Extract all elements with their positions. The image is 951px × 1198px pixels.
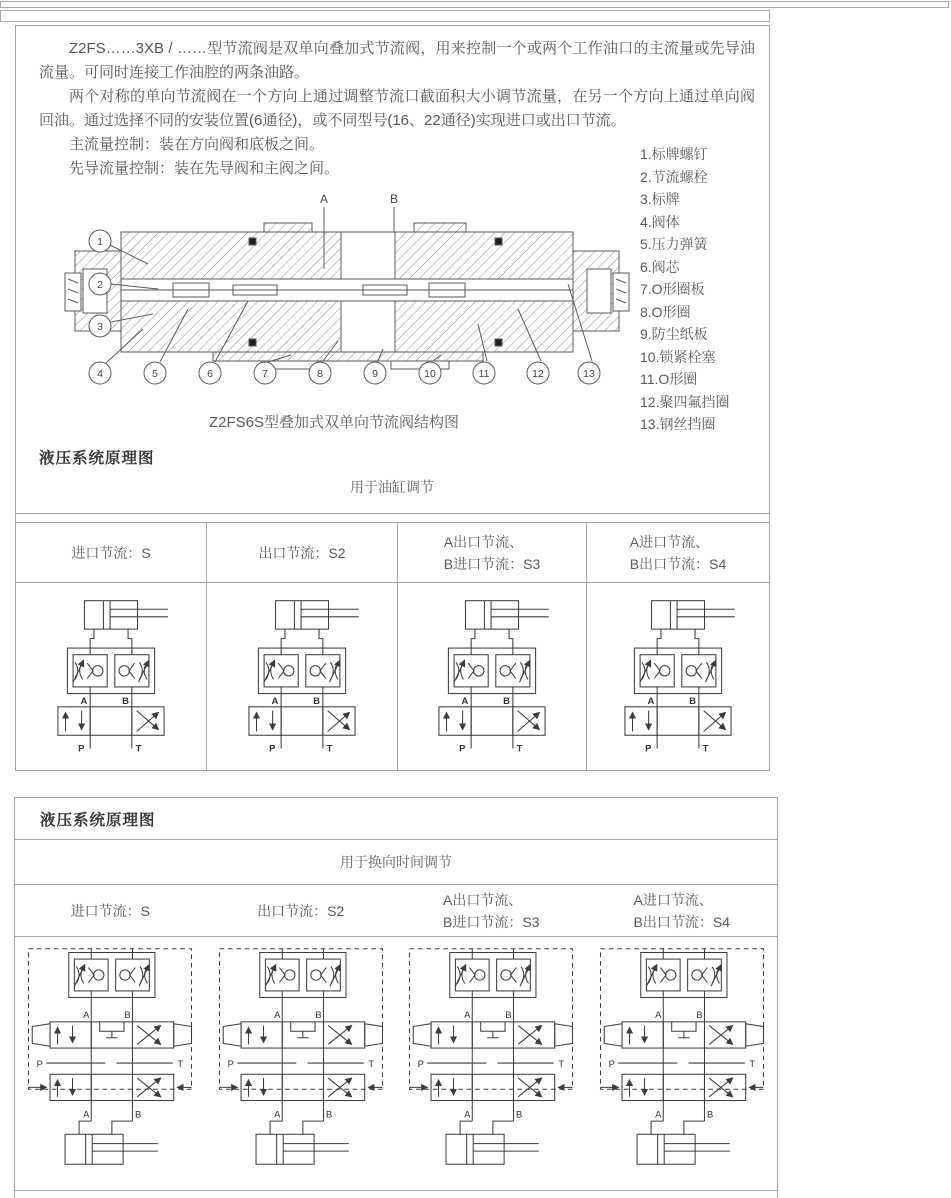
parts-list-item: 7.O形圈板: [640, 281, 705, 297]
balloon-number: 10: [424, 368, 436, 380]
schematic-cell: [16, 583, 206, 770]
hydraulic-circuit-s4: [602, 595, 754, 758]
top-table-strip: [0, 1, 949, 8]
column-header: [15, 885, 206, 936]
intro-paragraph: Z2FS……3XB / ……型节流阀是双单向叠加式节流阀，用来控制一个或两个工作油口的主流量或先导油流量。可同时连接工作油腔的两条油路。: [39, 40, 755, 81]
schematic-table-body: [15, 582, 770, 771]
diagram-caption: Z2FS6S型叠加式双单向节流阀结构图: [208, 414, 460, 431]
column-header-line: B进口节流：S3: [443, 913, 540, 930]
column-header: [206, 523, 397, 582]
pilot-flow-control-note: 先导流量控制：装在先导阀和主阀之间。: [69, 160, 340, 177]
column-header-label: 进口节流：S: [70, 902, 150, 919]
hydraulic-circuit-s4: [593, 941, 771, 1187]
parts-list-item: 5.压力弹簧: [640, 236, 708, 252]
column-header-label: [634, 889, 730, 933]
parts-list-item: 1.标牌螺钉: [640, 146, 708, 162]
schematic-table-body: [15, 937, 777, 1191]
schematic-table-header: [15, 522, 770, 583]
column-header-label: 进口节流：S: [71, 544, 151, 561]
balloon-number: 13: [583, 368, 595, 380]
parts-list-item: 6.阀芯: [640, 258, 680, 275]
balloon-number: 5: [152, 368, 158, 380]
valve-cross-section-drawing: [63, 189, 633, 401]
intro-paragraph: 两个对称的单向节流阀在一个方向上通过调整节流口截面积大小调节流量，在另一个方向上通过单向阀回油。通过选择不同的安装位置(6通径)，或不同型号(16、22通径)实现进口或出口节流。: [39, 88, 755, 129]
section-heading: 液压系统原理图: [39, 450, 155, 467]
seal: [495, 339, 502, 346]
column-header-line: B出口节流：S4: [629, 555, 727, 572]
column-header-line: A出口节流、: [443, 533, 524, 550]
schematic-cell: [397, 583, 586, 770]
column-header: [16, 523, 206, 582]
column-header-label: 出口节流：S2: [258, 544, 346, 561]
balloon-number: 6: [207, 368, 213, 380]
seal: [249, 238, 256, 245]
parts-list-item: 13.钢丝挡圈: [640, 416, 716, 432]
parts-list-item: 9.防尘纸板: [640, 326, 708, 342]
section-subtitle: 用于换向时间调节: [15, 840, 777, 885]
column-header-label: [443, 889, 539, 933]
seal: [495, 238, 502, 245]
hydraulic-circuit-s2: [226, 595, 378, 758]
hydraulic-circuit-s3: [416, 595, 568, 758]
column-header: [396, 885, 587, 936]
parts-list-item: 10.锁紧栓塞: [640, 348, 716, 365]
column-header-line: B进口节流：S3: [443, 555, 541, 572]
hydraulic-circuit-s2: [212, 941, 390, 1187]
adjusting-screw-right: [573, 251, 629, 331]
hydraulic-circuit-s: [35, 595, 187, 758]
column-header: [397, 523, 586, 582]
schematic-cell: [206, 583, 397, 770]
balloon-number: 9: [372, 368, 378, 380]
column-header-line: A进口节流、: [629, 533, 710, 550]
column-header: [586, 523, 769, 582]
column-header: [206, 885, 397, 936]
column-header-label: [630, 531, 726, 575]
reversing-section: [14, 797, 778, 1198]
main-flow-control-note: 主流量控制：装在方向阀和底板之间。: [69, 136, 325, 153]
hydraulic-circuit-s3: [402, 941, 580, 1187]
bottom-plate: [213, 352, 483, 361]
balloon-number: 11: [478, 368, 490, 380]
schematic-cell: [587, 937, 778, 1190]
parts-list-item: 12.聚四氟挡圈: [640, 393, 730, 410]
parts-list-item: 11.O形圈: [640, 371, 698, 387]
schematic-cell: [206, 937, 397, 1190]
top-table-strip: [0, 10, 770, 22]
parts-list-item: 8.O形圈: [640, 303, 691, 320]
balloon-number: 3: [97, 321, 103, 333]
column-header-label: [444, 531, 540, 575]
column-header-line: A进口节流、: [633, 891, 713, 908]
balloon-number: 1: [97, 236, 103, 248]
seal: [249, 339, 256, 346]
schematic-cell: [396, 937, 587, 1190]
schematic-cell: [586, 583, 769, 770]
column-header-label: 出口节流：S2: [257, 902, 345, 919]
balloon-number: 4: [97, 368, 103, 380]
schematic-cell: [15, 937, 206, 1190]
cropped-row: [15, 1191, 777, 1198]
structure-diagram: [63, 189, 643, 409]
balloon-number: 2: [97, 279, 103, 291]
schematic-table-header: [15, 885, 777, 937]
parts-list-item: 3.标牌: [640, 191, 680, 207]
balloon-number: 12: [532, 368, 544, 380]
column-header-line: A出口节流、: [443, 891, 523, 908]
parts-list-item: 2.节流螺栓: [640, 168, 708, 185]
column-header-line: B出口节流：S4: [633, 913, 730, 930]
parts-list-item: 4.阀体: [640, 213, 680, 230]
section-subtitle: 用于油缸调节: [350, 479, 434, 495]
balloon-number: 8: [317, 368, 323, 380]
parts-list: [640, 143, 768, 436]
port-a-label: A: [319, 192, 329, 206]
column-header: [587, 885, 778, 936]
port-b-label: B: [389, 192, 399, 206]
balloon-number: 7: [262, 368, 268, 380]
hydraulic-circuit-s: [21, 941, 199, 1187]
section-heading: 液压系统原理图: [15, 798, 777, 840]
description-cell: [15, 25, 770, 514]
